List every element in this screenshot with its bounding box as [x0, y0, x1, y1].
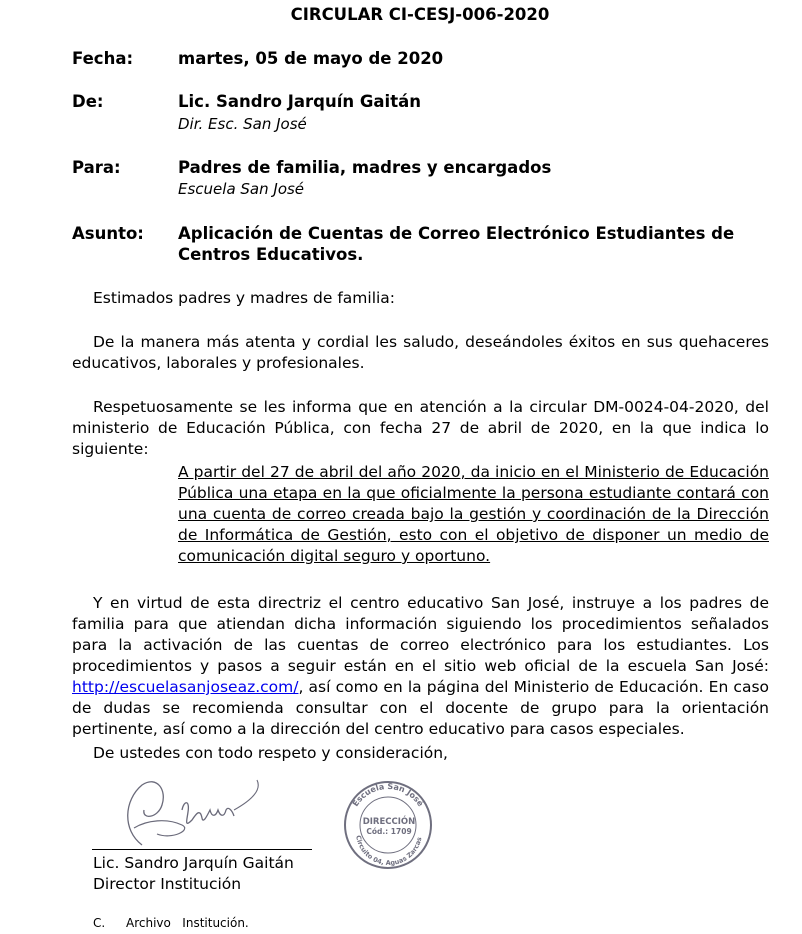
fecha-label: Fecha:	[72, 49, 134, 68]
paragraph-3-text-a: Y en virtud de esta directriz el centro educativo San José, instruye a los padres de familia para que atiendan dicha información siguiendo los procedimientos señalados para la activación de las cuentas de correo electrónico para los estudiantes. Los procedimientos y pasos a seguir están en el sitio web oficial de la escuela San José:	[72, 594, 769, 675]
school-website-link[interactable]: http://escuelasanjoseaz.com/	[72, 678, 299, 696]
stamp-code: Cód.: 1709	[366, 827, 412, 836]
stamp-bottom-text: Circuito 04, Aguas Zarcas	[354, 834, 424, 868]
de-sub: Dir. Esc. San José	[178, 115, 307, 133]
para-sub: Escuela San José	[178, 180, 305, 198]
para-value: Padres de familia, madres y encargados	[178, 158, 552, 177]
signer-role: Director Institución	[93, 875, 242, 893]
stamp-center-text: DIRECCIÓN	[362, 817, 416, 827]
de-label: De:	[72, 92, 104, 111]
cc-text: Archivo Institución.	[126, 916, 249, 930]
paragraph-1: De la manera más atenta y cordial les saludo, deseándoles éxitos en sus quehaceres educativos, laborales y profesionales.	[72, 333, 769, 372]
document-title: CIRCULAR CI-CESJ-006-2020	[290, 5, 550, 24]
fecha-value: martes, 05 de mayo de 2020	[178, 49, 444, 68]
paragraph-3-text-b: , así como en la página del Ministerio de Educación. En caso de dudas se recomienda consultar con el docente de grupo para la orientación pertinente, así como a la dirección del centro educativo para casos especiales.	[72, 678, 769, 738]
asunto-label: Asunto:	[72, 224, 144, 243]
asunto-value: Aplicación de Cuentas de Correo Electrónico Estudiantes de Centros Educativos.	[178, 224, 735, 264]
cc-prefix: C.	[93, 916, 106, 930]
greeting: Estimados padres y madres de familia:	[93, 289, 396, 307]
de-name: Lic. Sandro Jarquín Gaitán	[178, 92, 421, 111]
paragraph-3	[72, 593, 769, 740]
para-label: Para:	[72, 158, 121, 177]
signer-name: Lic. Sandro Jarquín Gaitán	[93, 854, 294, 872]
handwritten-signature	[112, 770, 292, 850]
quoted-directive: A partir del 27 de abril del año 2020, da inicio en el Ministerio de Educación Pública una etapa en la que oficialmente la persona estudiante contará con una cuenta de correo creada bajo la gestión y coordinación de la Dirección de Informática de Gestión, esto con el objetivo de disponer un medio de comunicación digital seguro y oportuno.	[178, 463, 769, 565]
stamp-top-text: Escuela San José	[350, 781, 426, 809]
signature-line	[92, 849, 312, 850]
closing: De ustedes con todo respeto y consideración,	[93, 744, 448, 762]
paragraph-2: Respetuosamente se les informa que en atención a la circular DM-0024-04-2020, del ministerio de Educación Pública, con fecha 27 de abril de 2020, en la que indica lo siguiente:	[72, 398, 769, 458]
